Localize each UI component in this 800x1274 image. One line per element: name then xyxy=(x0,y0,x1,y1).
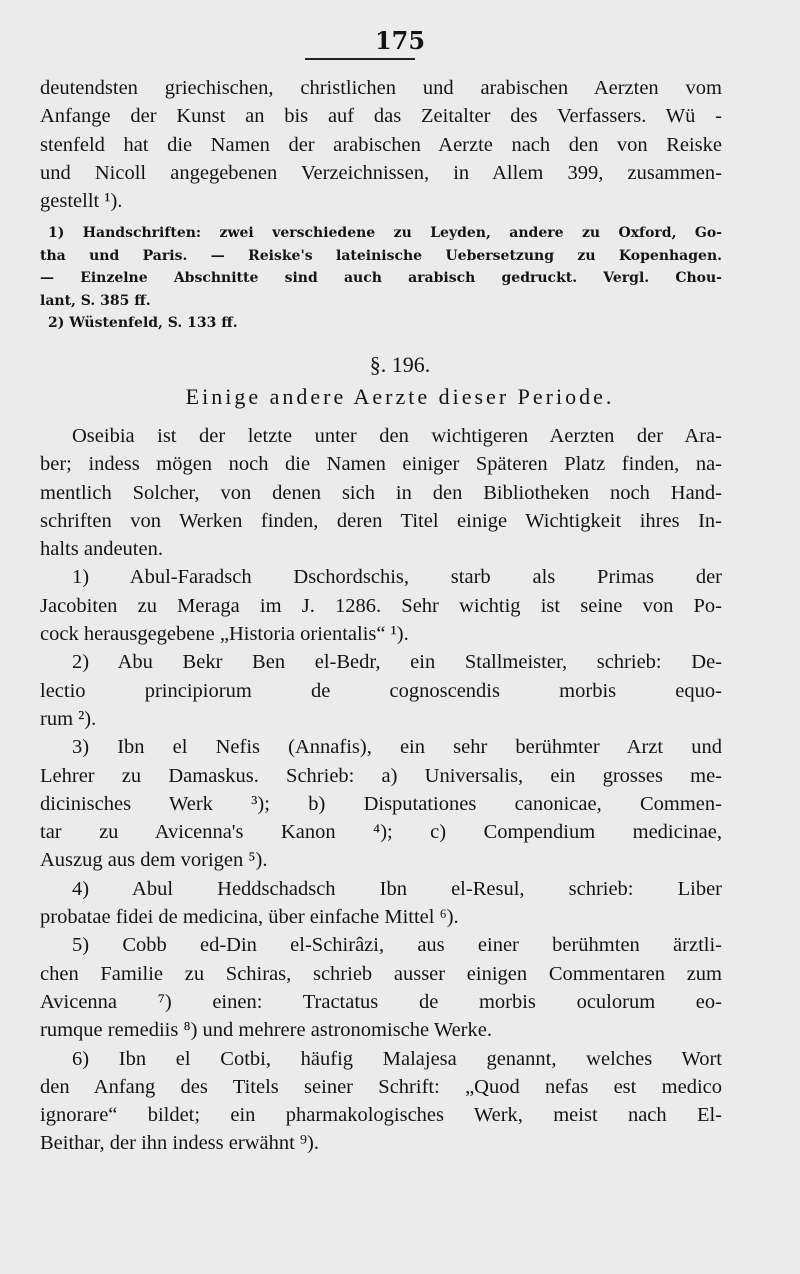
top-paragraph xyxy=(40,74,722,215)
entry-3-line: Auszug aus dem vorigen ⁵). xyxy=(40,849,268,872)
text-line: ber; indess mögen noch die Namen einiger Späteren Platz finden, na- xyxy=(40,453,722,476)
entry-4-line: probatae fidei de medicina, über einfache Mittel ⁶). xyxy=(40,906,459,929)
entry-1-line: 1) Abul-Faradsch Dschordschis, starb als Primas der xyxy=(72,566,722,589)
text-line: halts andeuten. xyxy=(40,538,163,561)
footnote-line: — Einzelne Abschnitte sind auch arabisch gedruckt. Vergl. Chou- xyxy=(40,270,722,286)
entry-5-line: Avicenna ⁷) einen: Tractatus de morbis oculorum eo- xyxy=(40,990,722,1013)
entry-3-line: tar zu Avicenna's Kanon ⁴); c) Compendium medicinae, xyxy=(40,821,722,844)
entry-6-line: den Anfang des Titels seiner Schrift: „Quod nefas est medico xyxy=(40,1075,722,1098)
text-line: mentlich Solcher, von denen sich in den Bibliotheken noch Hand- xyxy=(40,481,722,504)
entry-3-line: 3) Ibn el Nefis (Annafis), ein sehr berühmter Arzt und xyxy=(72,736,722,759)
entry-5-line: rumque remediis ⁸) und mehrere astronomische Werke. xyxy=(40,1019,492,1042)
page-number: 175 xyxy=(374,26,426,55)
entry-2-line: 2) Abu Bekr Ben el-Bedr, ein Stallmeister, schrieb: De- xyxy=(72,651,722,674)
entry-3-line: dicinisches Werk ³); b) Disputationes canonicae, Commen- xyxy=(40,792,722,815)
entry-5-line: chen Familie zu Schiras, schrieb ausser einigen Commentaren zum xyxy=(40,962,722,985)
text-line: und Nicoll angegebenen Verzeichnissen, in Allem 399, zusammen- xyxy=(40,161,722,184)
text-line: schriften von Werken finden, deren Titel einige Wichtigkeit ihres In- xyxy=(40,509,722,532)
text-line: stenfeld hat die Namen der arabischen Aerzte nach den von Reiske xyxy=(40,133,722,156)
entry-6-line: 6) Ibn el Cotbi, häufig Malajesa genannt, welches Wort xyxy=(72,1047,722,1070)
entry-2-line: lectio principiorum de cognoscendis morbis equo- xyxy=(40,679,722,702)
entry-5-line: 5) Cobb ed-Din el-Schirâzi, aus einer berühmten ärztli- xyxy=(72,934,722,957)
text-line: gestellt ¹). xyxy=(40,190,123,213)
section-number: §. 196. xyxy=(369,352,431,377)
entry-2-line: rum ²). xyxy=(40,707,97,730)
entry-6-line: Beithar, der ihn indess erwähnt ⁹). xyxy=(40,1132,320,1155)
text-line: deutendsten griechischen, christlichen und arabischen Aerzten vom xyxy=(40,77,722,99)
entry-1-line: cock herausgegebene „Historia orientalis“ ¹). xyxy=(40,623,409,646)
entry-3-line: Lehrer zu Damaskus. Schrieb: a) Universalis, ein grosses me- xyxy=(40,764,722,787)
entry-6-line: ignorare“ bildet; ein pharmakologisches Werk, meist nach El- xyxy=(40,1104,722,1127)
entry-4-line: 4) Abul Heddschadsch Ibn el-Resul, schrieb: Liber xyxy=(72,877,722,900)
text-line: Anfange der Kunst an bis auf das Zeitalter des Verfassers. Wü - xyxy=(40,105,722,128)
entry-1-line: Jacobiten zu Meraga im J. 1286. Sehr wichtig ist seine von Po- xyxy=(40,594,722,617)
footnote-line: 2) Wüstenfeld, S. 133 ff. xyxy=(48,315,238,331)
body-text xyxy=(40,422,722,1158)
text-line: Oseibia ist der letzte unter den wichtigeren Aerzten der Ara- xyxy=(72,425,722,447)
footnote-line: 1) Handschriften: zwei verschiedene zu Leyden, andere zu Oxford, Go- xyxy=(48,225,722,241)
footnote-line: tha und Paris. — Reiske's lateinische Uebersetzung zu Kopenhagen. xyxy=(40,247,722,264)
section-title: Einige andere Aerzte dieser Periode. xyxy=(185,384,615,409)
footnotes-block xyxy=(40,222,722,335)
footnote-line: lant, S. 385 ff. xyxy=(40,292,151,309)
page-number-rule xyxy=(305,58,415,60)
